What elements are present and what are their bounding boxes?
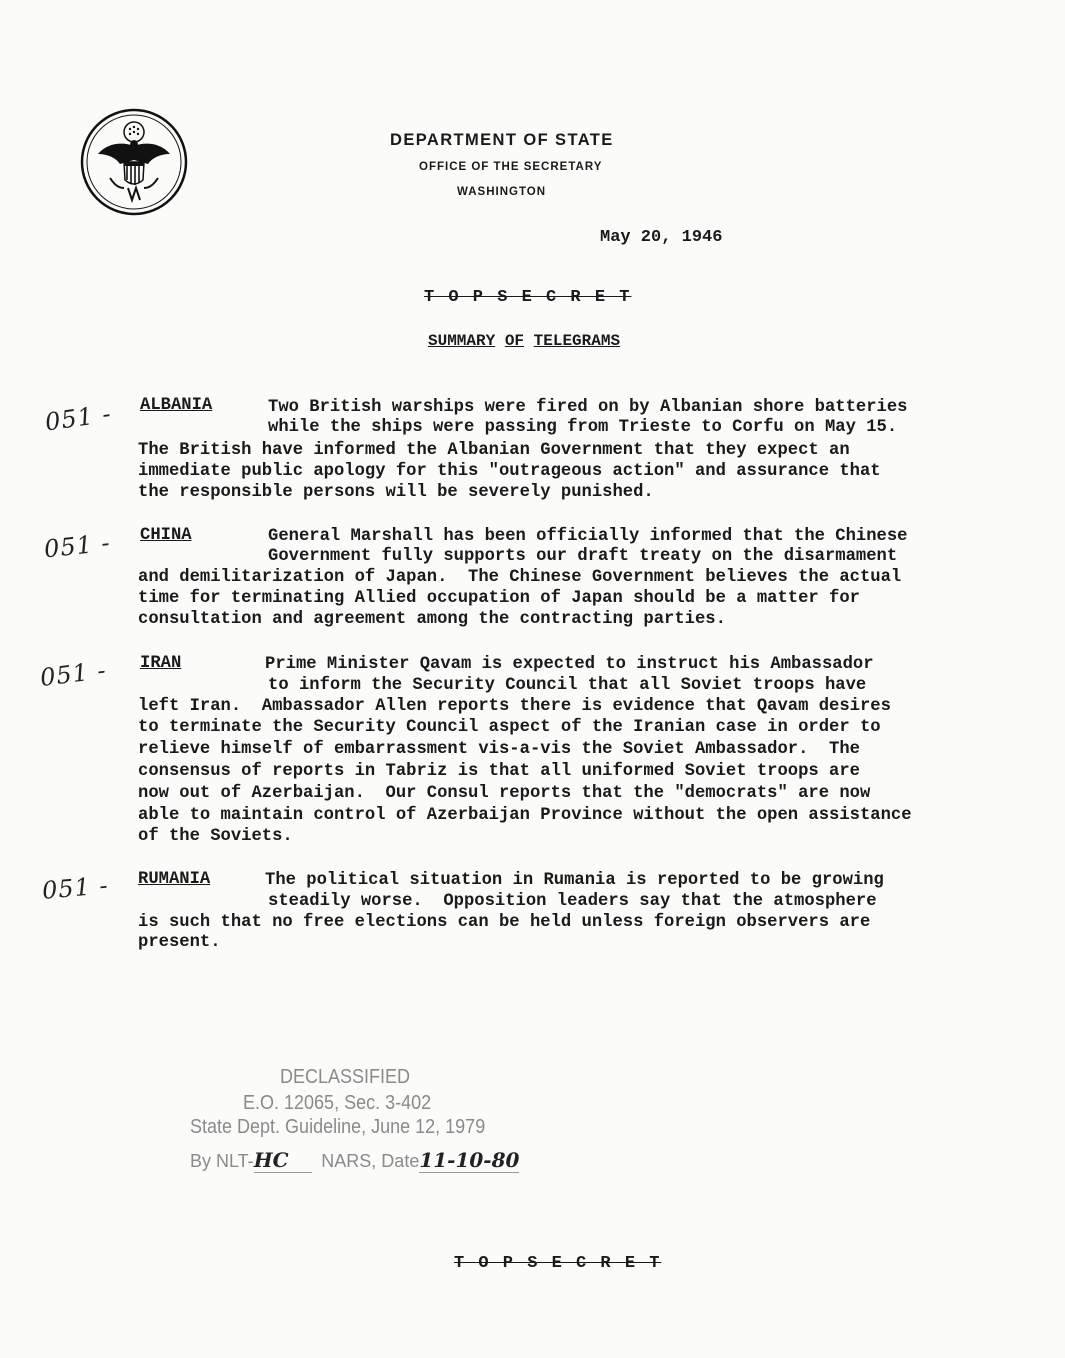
iran-line-7: now out of Azerbaijan. Our Consul reports that the "democrats" are now (138, 784, 871, 803)
rumania-line-1: The political situation in Rumania is reported to be growing (265, 871, 884, 890)
declassified-stamp-authority: E.O. 12065, Sec. 3-402 (243, 1090, 432, 1114)
title-word-2: OF (504, 332, 525, 350)
classification-top: T O P S E C R E T (424, 288, 632, 307)
department-name: DEPARTMENT OF STATE (390, 131, 614, 149)
country-heading-china: CHINA (140, 526, 192, 545)
albania-line-3: The British have informed the Albanian Government that they expect an (138, 441, 850, 460)
country-heading-rumania: RUMANIA (138, 870, 211, 889)
albania-line-2: while the ships were passing from Trieste to Corfu on May 15. (268, 418, 898, 437)
rumania-line-2: steadily worse. Opposition leaders say that the atmosphere (268, 892, 877, 911)
declassified-stamp-title: DECLASSIFIED (280, 1064, 411, 1088)
file-mark-china: 051 - (42, 528, 112, 564)
nars-date-label: NARS, Date (321, 1151, 420, 1171)
country-heading-iran: IRAN (140, 654, 182, 673)
document-title (428, 332, 620, 350)
file-mark-iran: 051 - (38, 656, 109, 692)
albania-line-4: immediate public apology for this "outrageous action" and assurance that (138, 462, 881, 481)
iran-line-3: left Iran. Ambassador Allen reports there is evidence that Qavam desires (138, 697, 891, 716)
reviewer-initials: HC (254, 1148, 312, 1173)
department-seal (80, 108, 188, 216)
rumania-line-4: present. (138, 933, 221, 952)
file-mark-rumania: 051 - (40, 871, 110, 905)
china-line-5: consultation and agreement among the contracting parties. (138, 610, 726, 629)
iran-line-9: of the Soviets. (138, 827, 293, 846)
declassified-stamp-guideline: State Dept. Guideline, June 12, 1979 (190, 1114, 486, 1138)
file-mark-albania: 051 - (43, 399, 114, 437)
iran-line-2: to inform the Security Council that all Soviet troops have (268, 676, 867, 695)
by-prefix: By NLT- (190, 1151, 254, 1171)
rumania-line-3: is such that no free elections can be held unless foreign observers are (138, 913, 871, 932)
great-seal-eagle-icon (80, 108, 188, 216)
iran-line-1: Prime Minister Qavam is expected to instruct his Ambassador (265, 655, 874, 674)
title-word-3: TELEGRAMS (533, 332, 621, 350)
iran-line-6: consensus of reports in Tabriz is that all uniformed Soviet troops are (138, 762, 860, 781)
classification-bottom: T O P S E C R E T (454, 1254, 662, 1273)
iran-line-5: relieve himself of embarrassment vis-a-vis the Soviet Ambassador. The (138, 740, 860, 759)
albania-line-1: Two British warships were fired on by Albanian shore batteries (268, 398, 908, 417)
china-line-2: Government fully supports our draft treaty on the disarmament (268, 547, 898, 566)
china-line-4: time for terminating Allied occupation of Japan should be a matter for (138, 589, 860, 608)
declassified-date: 11-10-80 (419, 1148, 520, 1172)
country-heading-albania: ALBANIA (140, 396, 213, 415)
iran-line-4: to terminate the Security Council aspect of the Iranian case in order to (138, 718, 881, 737)
albania-line-5: the responsible persons will be severely punished. (138, 483, 654, 502)
title-word-1: SUMMARY (428, 332, 496, 350)
city-name: WASHINGTON (457, 186, 547, 198)
document-date: May 20, 1946 (600, 228, 723, 247)
office-name: OFFICE OF THE SECRETARY (419, 161, 603, 173)
declassified-stamp-by-line (190, 1148, 519, 1173)
china-line-1: General Marshall has been officially informed that the Chinese (268, 527, 908, 546)
china-line-3: and demilitarization of Japan. The Chinese Government believes the actual (138, 568, 902, 587)
iran-line-8: able to maintain control of Azerbaijan Province without the open assistance (138, 806, 912, 825)
